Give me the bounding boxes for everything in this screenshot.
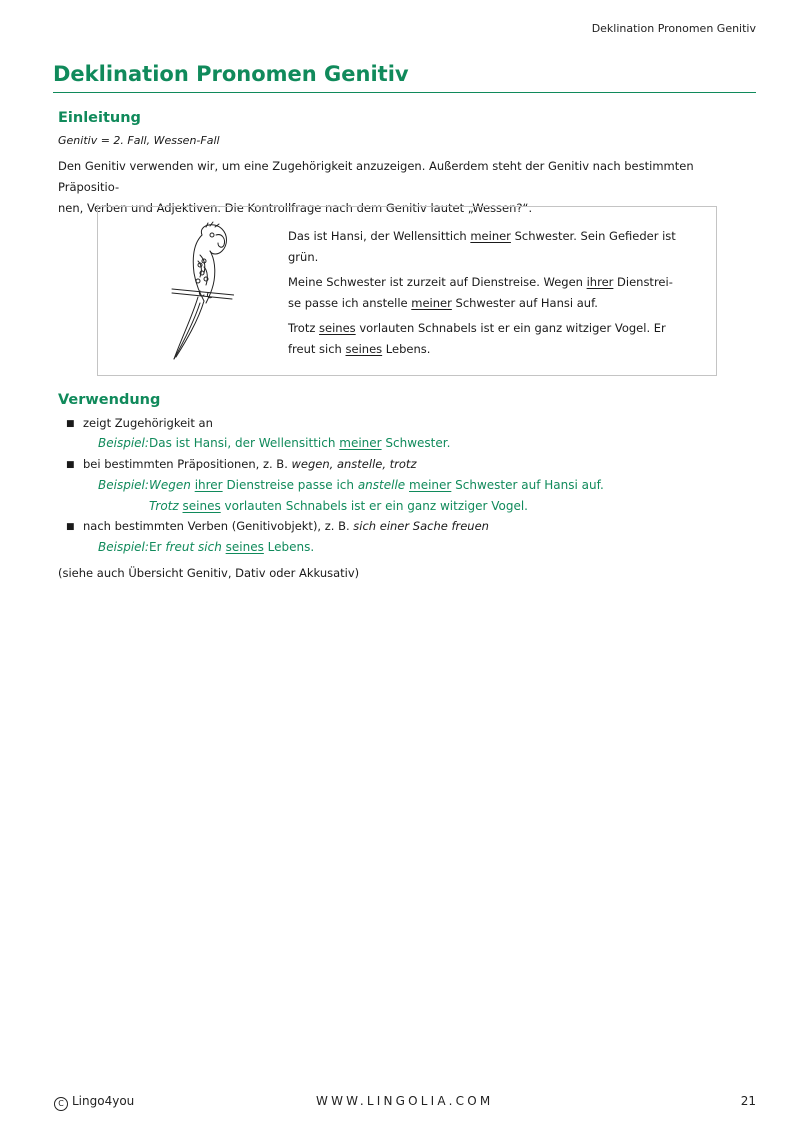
bullet-item-3 (66, 519, 489, 533)
page-number: 21 (740, 1094, 756, 1108)
underlined-pronoun: ihrer (194, 478, 223, 492)
story-text: se passe ich anstelle (288, 295, 412, 310)
see-also-note: (siehe auch Übersicht Genitiv, Dativ oder Akkusativ) (58, 566, 360, 580)
underlined-pronoun: seines (345, 341, 383, 356)
example-text: Lebens. (263, 540, 315, 554)
bullet-text: nach bestimmten Verben (Genitivobjekt), z. B. (83, 519, 354, 533)
bullet-item-1 (66, 416, 213, 430)
story-text: freut sich (288, 341, 346, 356)
example-line-3 (98, 499, 528, 513)
underlined-pronoun: ihrer (586, 275, 614, 289)
story-paragraph-2 (288, 272, 684, 313)
story-text: Dienstrei- (613, 275, 673, 289)
underlined-pronoun: meiner (409, 478, 452, 492)
bullet-item-2 (66, 457, 416, 471)
heading-verwendung: Verwendung (58, 392, 161, 408)
story-paragraph-1 (288, 226, 684, 267)
story-text: Schwester auf Hansi auf. (451, 295, 598, 310)
story-text: grün. (288, 249, 319, 264)
underlined-pronoun: seines (319, 321, 356, 335)
bullet-icon: ■ (66, 522, 75, 532)
example-italic: anstelle (357, 478, 406, 492)
story-text: Meine Schwester ist zurzeit auf Dienstreise. Wegen (288, 275, 587, 289)
story-paragraph-3 (288, 318, 684, 359)
bullet-icon: ■ (66, 419, 75, 429)
example-text: Dienstreise passe ich (222, 478, 358, 492)
example-label: Beispiel: (98, 540, 149, 554)
example-text: Er (149, 540, 166, 554)
example-italic: Wegen (149, 478, 191, 492)
example-italic: freut sich (165, 540, 222, 554)
example-line-2 (98, 478, 604, 492)
bullet-text: zeigt Zugehörigkeit an (83, 416, 213, 430)
underlined-pronoun: meiner (411, 295, 452, 310)
underlined-pronoun: meiner (470, 229, 511, 243)
parrot-illustration (170, 221, 234, 361)
example-label: Beispiel: (98, 436, 149, 450)
example-text: Schwester auf Hansi auf. (451, 478, 604, 492)
underlined-pronoun: seines (225, 540, 264, 554)
underlined-pronoun: seines (182, 499, 221, 513)
intro-line-1: Den Genitiv verwenden wir, um eine Zugehörigkeit anzuzeigen. Außerdem steht der Genitiv nach bestimmten Präpositio- (58, 159, 694, 194)
example-line-4 (98, 540, 314, 554)
example-label: Beispiel: (98, 478, 149, 492)
underlined-pronoun: meiner (339, 436, 382, 450)
example-box (97, 206, 717, 376)
example-text: Schwester. (381, 436, 451, 450)
footer-copyright (54, 1094, 134, 1111)
bullet-icon: ■ (66, 460, 75, 470)
bullet-text: bei bestimmten Präpositionen, z. B. (83, 457, 292, 471)
bullet-italic: sich einer Sache freuen (353, 519, 489, 533)
example-story (288, 226, 684, 364)
copyright-icon: C (54, 1097, 68, 1111)
footer-url[interactable]: WWW.LINGOLIA.COM (316, 1094, 494, 1108)
page-title: Deklination Pronomen Genitiv (53, 62, 409, 86)
title-underline (53, 92, 756, 93)
example-line-1 (98, 436, 450, 450)
running-header: Deklination Pronomen Genitiv (591, 22, 756, 35)
intro-line-2: nen, Verben und Adjektiven. Die Kontrollfrage nach dem Genitiv lautet „Wessen?“. (58, 201, 533, 215)
story-text: Trotz (288, 321, 320, 335)
copyright-text: Lingo4you (72, 1094, 135, 1108)
story-text: Lebens. (382, 341, 431, 356)
genitiv-definition: Genitiv = 2. Fall, Wessen-Fall (58, 134, 220, 147)
example-text: Das ist Hansi, der Wellensittich (149, 436, 340, 450)
heading-einleitung: Einleitung (58, 110, 141, 126)
story-text: Schwester. Sein Gefieder ist (510, 229, 676, 243)
bullet-italic: wegen, anstelle, trotz (291, 457, 417, 471)
example-text: vorlauten Schnabels ist er ein ganz witziger Vogel. (220, 499, 528, 513)
story-text: vorlauten Schnabels ist er ein ganz witziger Vogel. Er (355, 321, 666, 335)
story-text: Das ist Hansi, der Wellensittich (288, 229, 471, 243)
example-italic: Trotz (149, 499, 179, 513)
